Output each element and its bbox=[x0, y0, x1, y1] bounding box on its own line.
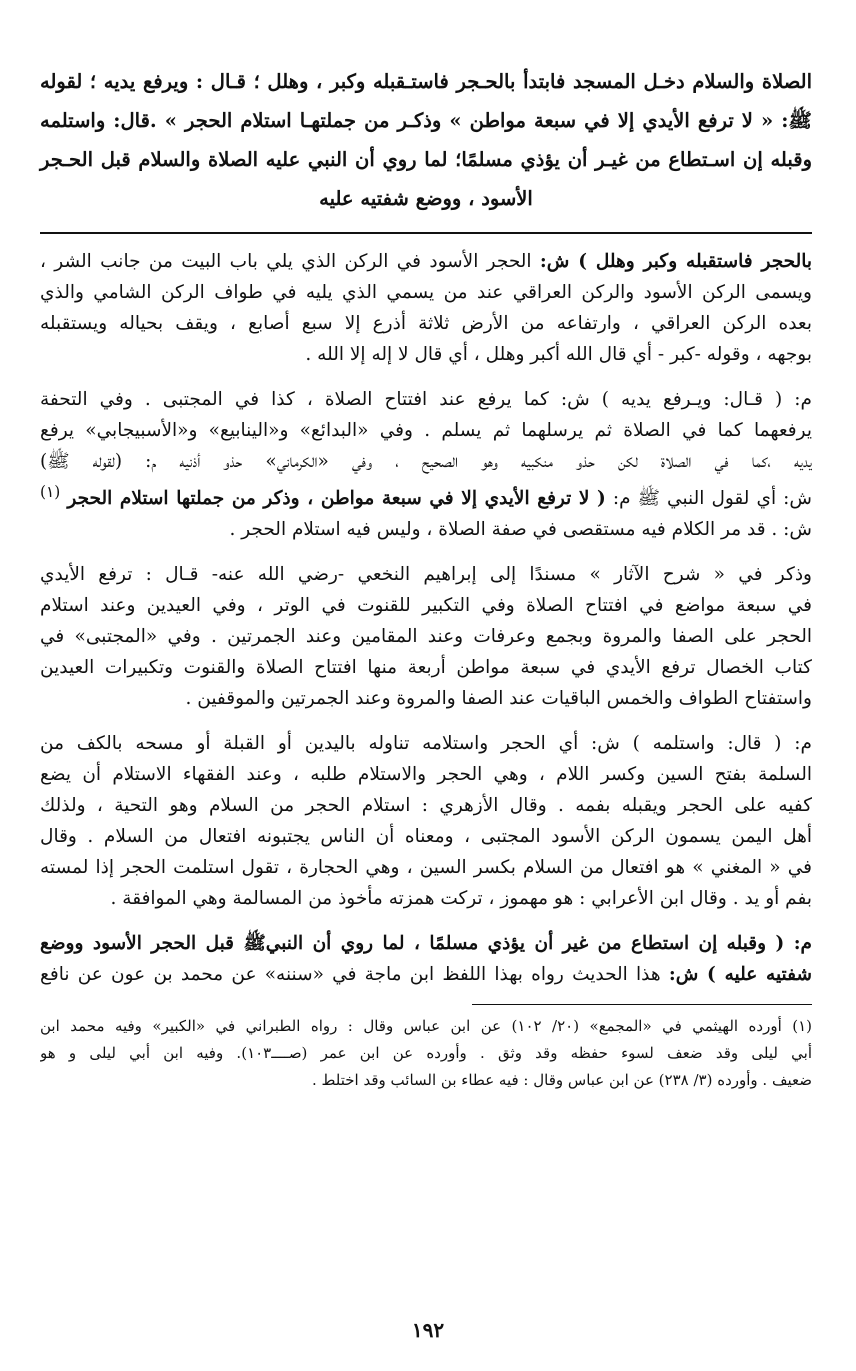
footnote-marker[interactable]: (١) bbox=[40, 483, 61, 501]
commentary-bold: بالحجر فاستقبله وكبر وهلل ) ش: bbox=[539, 251, 812, 272]
commentary-line: كتاب الخصال ترفع الأيدي في سبعة مواطن أربعة منها افتتاح الصلاة والقنوت وتكبيرات العيدين bbox=[40, 657, 812, 679]
commentary-paragraph-4 bbox=[40, 728, 812, 914]
commentary-line: بفم أو يد . وقال ابن الأعرابي : هو مهموز ، تركت همزته مأخوذ من المسالمة وهي الموافقة . bbox=[110, 888, 812, 910]
commentary-line: م: ( قـال: ويـرفع يديه ) ش: كما يرفع عند افتتاح الصلاة ، كذا في المجتبى . وفي التحفة bbox=[40, 389, 812, 410]
commentary-line: بوجهه ، وقوله -كبر - أي قال الله أكبر وهلل ، أي قال لا إله إلا الله . bbox=[305, 344, 812, 365]
commentary-line: السلمة بفتح السين وكسر اللام ، وهي الحجر والاستلام طلبه ، وعند الفقهاء الاستلام أن يضع bbox=[40, 764, 812, 786]
commentary-line: أهل اليمن يسمون الركن الأسود المجتبى ، ومعناه أن الناس يجتبونه افتعال من السلام . وقال bbox=[40, 826, 812, 848]
commentary-line: م: ( وقبله إن استطاع من غير أن يؤذي مسلمًا ، لما روي أن النبيﷺ قبل الحجر الأسود ووضع bbox=[40, 933, 812, 955]
commentary-paragraph-1 bbox=[40, 246, 812, 370]
commentary-line: يديه ،كما في الصلاة لكن حذو منكبيه وهو الصحيح ، وفي «الكرماني» حذو أذنيه م: (لقوله ﷺ) bbox=[40, 451, 812, 472]
main-text-line-3: وقبله إن اسـتطاع من غيـر أن يؤذي مسلمًا؛ لما روي أن النبي عليه الصلاة والسلام قبل الحـجر bbox=[40, 148, 812, 171]
commentary-text: هذا الحديث رواه بهذا اللفظ ابن ماجة في «سننه» عن محمد بن عون عن نافع bbox=[40, 964, 669, 986]
main-text-line-1: الصلاة والسلام دخـل المسجد فابتدأ بالحـجر فاستـقبله وكبر ، وهلل ؛ قـال : ويرفع يديه ؛ لقوله bbox=[40, 70, 812, 93]
footnote-line: ضعيف . وأورده (٣/ ٢٣٨) عن ابن عباس وقال : فيه عطاء بن السائب وقد اختلط . bbox=[312, 1071, 812, 1090]
main-text-line-4: الأسود ، ووضع شفتيه عليه bbox=[319, 187, 533, 210]
commentary-text: ش: أي لقول النبي ﷺ م: bbox=[605, 488, 812, 510]
commentary-line: ويسمى الركن الأسود والركن العراقي عند من يسمي الذي يليه في طواف الركن الشامي والذي bbox=[40, 282, 812, 303]
commentary-bold: ( لا ترفع الأيدي إلا في سبعة مواطن ، وذكر من جملتها استلام الحجر bbox=[67, 488, 606, 510]
commentary-line: الحجر على الصفا والمروة وبجمع وعرفات وعند المقامين وعند الجمرتين . وفي «المجتبى» في bbox=[40, 626, 812, 648]
commentary-line: في سبعة مواضع في افتتاح الصلاة وفي التكبير للقنوت في الوتر ، وفي العيدين وعند استلام bbox=[40, 595, 812, 617]
commentary-text: الحجر الأسود في الركن الذي يلي باب البيت من جانب الشر ، bbox=[40, 251, 540, 272]
footnote-line: أبي ليلى وقد ضعف لسوء حفظه وقد وثق . وأورده عن ابن عمر (صــــ١٠٣). وفيه ابن أبي ليلى و هو bbox=[40, 1044, 812, 1063]
commentary-paragraph-5 bbox=[40, 928, 812, 990]
commentary-bold: شفتيه عليه ) ش: bbox=[668, 964, 812, 986]
commentary-line: يرفعهما كما في الصلاة ثم يرسلهما ثم يسلم . وفي «البدائع» و«الينابيع» و«الأسبيجابي» يرفع bbox=[40, 420, 812, 441]
commentary-line: م: ( قال: واستلمه ) ش: أي الحجر واستلامه تناوله باليدين أو القبلة أو مسحه بالكف من bbox=[40, 733, 812, 755]
commentary-paragraph-2 bbox=[40, 384, 812, 545]
footnote-divider bbox=[472, 1004, 812, 1005]
commentary-line: وذكر في « شرح الآثار » مسندًا إلى إبراهيم النخعي -رضي الله عنه- قـال : ترفع الأيدي bbox=[40, 564, 812, 586]
commentary-line: واستفتاح الطواف والخمس الباقيات عند الصفا والمروة وعند الجمرتين والموقفين . bbox=[185, 688, 812, 710]
footnote-line: (١) أورده الهيثمي في «المجمع» (٢٠/ ١٠٢) عن ابن عباس وقال : رواه الطبراني في «الكبير» وفيه محمد ابن bbox=[40, 1017, 812, 1036]
commentary-line: كفيه على الحجر ويقبله بفمه . وقال الأزهري : استلام الحجر من السلام وهو التحية ، ولذلك bbox=[40, 795, 812, 817]
commentary-line: بعده الركن العراقي ، وارتفاعه من الأرض ثلاثة أذرع إلا سبع أصابع ، ويقف بحياله ويستقبله bbox=[40, 313, 812, 334]
commentary-paragraph-3 bbox=[40, 559, 812, 714]
footnote-block bbox=[40, 1013, 812, 1094]
commentary-line: في « المغني » هو افتعال من السلام بكسر السين ، وهي الحجارة ، تقول استلمت الحجر إذا لمسته bbox=[40, 857, 812, 879]
section-divider bbox=[40, 232, 812, 234]
commentary-line: ش: . قد مر الكلام فيه مستقصى في صفة الصلاة ، وليس فيه استلام الحجر . bbox=[229, 519, 812, 541]
page-number: ١٩٢ bbox=[411, 1318, 445, 1342]
main-text-block bbox=[40, 62, 812, 218]
main-text-line-2: ﷺ: « لا ترفع الأيدي إلا في سبعة مواطن » وذكـر من جملتهـا استلام الحجر » .قال: واستلمه bbox=[40, 109, 812, 132]
